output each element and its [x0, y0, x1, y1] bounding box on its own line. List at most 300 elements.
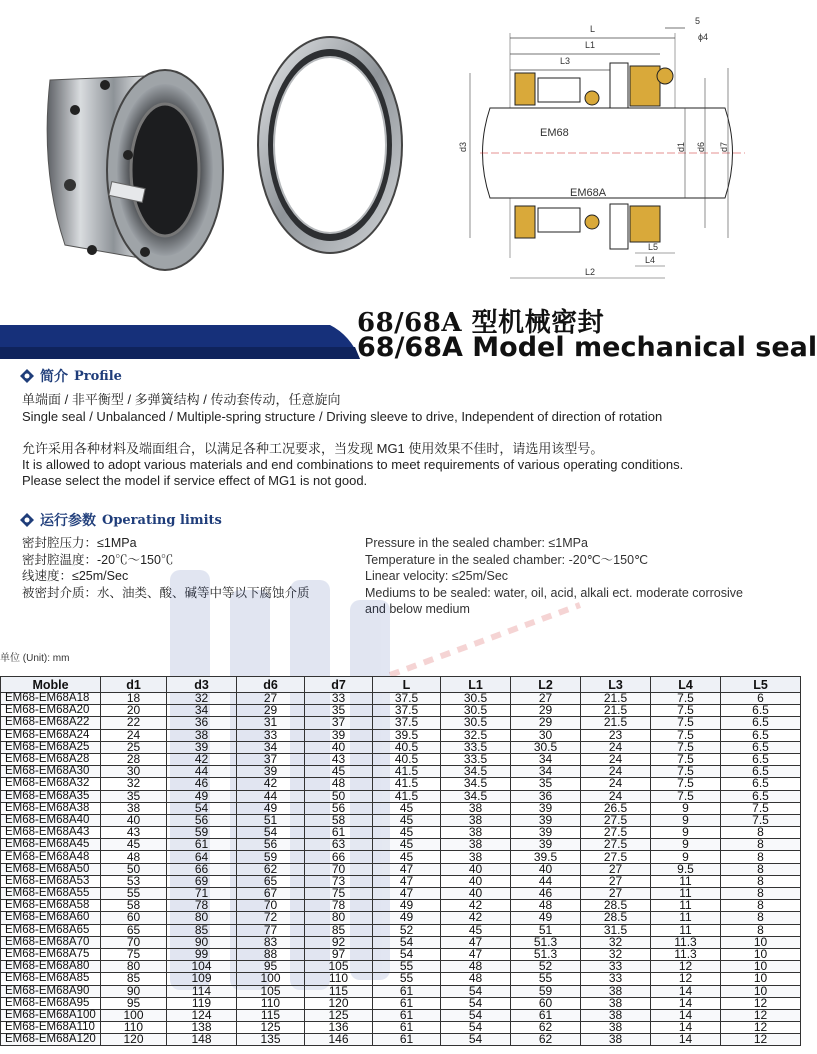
table-cell-l5: 8 — [721, 875, 801, 887]
table-cell-l1: 54 — [441, 1009, 511, 1021]
table-cell-l4: 9 — [651, 814, 721, 826]
svg-text:EM68A: EM68A — [570, 187, 607, 199]
svg-text:d3: d3 — [458, 141, 468, 152]
table-cell-l5: 10 — [721, 961, 801, 973]
table-cell-l4: 7.5 — [651, 766, 721, 778]
table-cell-l4: 9 — [651, 839, 721, 851]
svg-text:d6: d6 — [696, 141, 706, 152]
table-cell-l3: 28.5 — [581, 912, 651, 924]
table-cell-d6: 27 — [237, 693, 305, 705]
table-cell-d3: 99 — [167, 948, 237, 960]
table-cell-l3: 27 — [581, 863, 651, 875]
table-cell-l: 61 — [373, 985, 441, 997]
limit-mediums-cn: 被密封介质：水、油类、酸、碱等中等以下腐蚀介质 — [22, 585, 310, 600]
table-cell-l2: 59 — [511, 985, 581, 997]
table-cell-l: 54 — [373, 936, 441, 948]
table-cell-l: 55 — [373, 961, 441, 973]
svg-text:L5: L5 — [648, 242, 659, 252]
table-cell-l3: 32 — [581, 936, 651, 948]
profile-line1-cn: 单端面 / 非平衡型 / 多弹簧结构 / 传动套传动，任意旋向 — [22, 392, 341, 407]
table-cell-d7: 97 — [305, 948, 373, 960]
table-cell-d3: 38 — [167, 729, 237, 741]
table-cell-l5: 12 — [721, 997, 801, 1009]
table-cell-l: 47 — [373, 875, 441, 887]
table-cell-moble: EM68-EM68A38 — [1, 802, 101, 814]
table-cell-moble: EM68-EM68A60 — [1, 912, 101, 924]
table-cell-d7: 37 — [305, 717, 373, 729]
table-cell-d1: 20 — [101, 705, 167, 717]
table-cell-d7: 63 — [305, 839, 373, 851]
table-cell-d1: 38 — [101, 802, 167, 814]
table-cell-l4: 7.5 — [651, 705, 721, 717]
table-cell-d6: 100 — [237, 973, 305, 985]
table-cell-l: 41.5 — [373, 766, 441, 778]
table-cell-l5: 8 — [721, 912, 801, 924]
table-cell-d1: 43 — [101, 827, 167, 839]
table-cell-d1: 18 — [101, 693, 167, 705]
table-cell-l4: 9 — [651, 827, 721, 839]
table-cell-moble: EM68-EM68A18 — [1, 693, 101, 705]
table-cell-moble: EM68-EM68A22 — [1, 717, 101, 729]
table-cell-d7: 48 — [305, 778, 373, 790]
table-cell-d3: 119 — [167, 997, 237, 1009]
table-cell-l3: 27 — [581, 875, 651, 887]
table-cell-d3: 66 — [167, 863, 237, 875]
table-cell-moble: EM68-EM68A40 — [1, 814, 101, 826]
table-cell-d1: 40 — [101, 814, 167, 826]
profile-line2-en-b: Please select the model if service effect of MG1 is not good. — [22, 473, 368, 488]
table-cell-d3: 90 — [167, 936, 237, 948]
table-cell-d6: 125 — [237, 1022, 305, 1034]
table-cell-l1: 47 — [441, 948, 511, 960]
table-cell-l2: 48 — [511, 900, 581, 912]
table-cell-d1: 75 — [101, 948, 167, 960]
table-cell-l5: 12 — [721, 1034, 801, 1046]
table-cell-l2: 51.3 — [511, 936, 581, 948]
profile-line1-en: Single seal / Unbalanced / Multiple-spring structure / Driving sleeve to drive, Independent of direction of rotation — [22, 409, 663, 424]
table-cell-l3: 27.5 — [581, 839, 651, 851]
table-cell-l1: 42 — [441, 900, 511, 912]
table-cell-d6: 72 — [237, 912, 305, 924]
product-images — [0, 0, 800, 300]
table-cell-d6: 33 — [237, 729, 305, 741]
table-cell-l4: 14 — [651, 997, 721, 1009]
table-cell-l4: 7.5 — [651, 753, 721, 765]
svg-text:L1: L1 — [585, 40, 596, 50]
table-cell-l5: 6.5 — [721, 729, 801, 741]
table-cell-moble: EM68-EM68A80 — [1, 961, 101, 973]
table-cell-moble: EM68-EM68A110 — [1, 1022, 101, 1034]
table-cell-d6: 83 — [237, 936, 305, 948]
technical-drawing — [460, 8, 760, 293]
table-cell-l1: 54 — [441, 1022, 511, 1034]
table-cell-l: 49 — [373, 912, 441, 924]
table-cell-d3: 71 — [167, 888, 237, 900]
table-cell-l3: 32 — [581, 948, 651, 960]
table-cell-l5: 10 — [721, 936, 801, 948]
table-cell-l2: 36 — [511, 790, 581, 802]
table-cell-moble: EM68-EM68A100 — [1, 1009, 101, 1021]
svg-text:L: L — [590, 24, 596, 34]
table-cell-d1: 45 — [101, 839, 167, 851]
table-cell-moble: EM68-EM68A58 — [1, 900, 101, 912]
table-cell-d6: 39 — [237, 766, 305, 778]
table-cell-l2: 39 — [511, 814, 581, 826]
table-cell-l3: 27.5 — [581, 814, 651, 826]
table-cell-d3: 36 — [167, 717, 237, 729]
table-cell-moble: EM68-EM68A32 — [1, 778, 101, 790]
table-cell-d3: 114 — [167, 985, 237, 997]
table-cell-d7: 50 — [305, 790, 373, 802]
table-cell-d7: 146 — [305, 1034, 373, 1046]
table-cell-d3: 59 — [167, 827, 237, 839]
table-cell-d1: 22 — [101, 717, 167, 729]
table-cell-l5: 6.5 — [721, 705, 801, 717]
table-cell-l: 40.5 — [373, 741, 441, 753]
table-cell-l1: 47 — [441, 936, 511, 948]
table-cell-l2: 39 — [511, 839, 581, 851]
table-cell-l5: 8 — [721, 888, 801, 900]
table-cell-l3: 23 — [581, 729, 651, 741]
table-cell-l3: 38 — [581, 997, 651, 1009]
table-cell-l2: 51 — [511, 924, 581, 936]
table-cell-l4: 14 — [651, 1022, 721, 1034]
table-cell-l: 45 — [373, 814, 441, 826]
table-cell-l: 55 — [373, 973, 441, 985]
limit-pressure-cn: 密封腔压力：≤1MPa — [22, 536, 137, 550]
table-cell-l5: 6.5 — [721, 766, 801, 778]
table-cell-d7: 61 — [305, 827, 373, 839]
table-cell-d7: 120 — [305, 997, 373, 1009]
table-cell-l3: 38 — [581, 1022, 651, 1034]
table-cell-d7: 125 — [305, 1009, 373, 1021]
table-cell-d1: 90 — [101, 985, 167, 997]
table-cell-d6: 67 — [237, 888, 305, 900]
table-cell-l5: 6.5 — [721, 753, 801, 765]
table-cell-l2: 55 — [511, 973, 581, 985]
table-cell-l4: 9 — [651, 802, 721, 814]
table-cell-l3: 24 — [581, 741, 651, 753]
table-cell-l3: 27.5 — [581, 827, 651, 839]
table-cell-l5: 8 — [721, 863, 801, 875]
table-cell-d7: 40 — [305, 741, 373, 753]
table-cell-moble: EM68-EM68A90 — [1, 985, 101, 997]
table-cell-d1: 48 — [101, 851, 167, 863]
svg-text:L4: L4 — [645, 255, 656, 265]
table-cell-d7: 92 — [305, 936, 373, 948]
table-header-row — [1, 677, 801, 693]
table-cell-d6: 59 — [237, 851, 305, 863]
table-cell-l: 47 — [373, 888, 441, 900]
table-cell-d7: 43 — [305, 753, 373, 765]
table-cell-l2: 52 — [511, 961, 581, 973]
table-cell-d6: 105 — [237, 985, 305, 997]
table-cell-moble: EM68-EM68A75 — [1, 948, 101, 960]
table-cell-d7: 110 — [305, 973, 373, 985]
table-cell-moble: EM68-EM68A43 — [1, 827, 101, 839]
table-cell-d7: 56 — [305, 802, 373, 814]
table-cell-l5: 7.5 — [721, 802, 801, 814]
table-cell-d1: 30 — [101, 766, 167, 778]
table-cell-l4: 7.5 — [651, 693, 721, 705]
table-cell-l5: 8 — [721, 924, 801, 936]
table-cell-d3: 54 — [167, 802, 237, 814]
table-cell-l1: 38 — [441, 814, 511, 826]
table-cell-l4: 7.5 — [651, 778, 721, 790]
limit-temperature-cn: 密封腔温度：-20℃～150℃ — [22, 552, 174, 567]
table-cell-l4: 11 — [651, 900, 721, 912]
table-cell-d3: 46 — [167, 778, 237, 790]
table-cell-l1: 54 — [441, 1034, 511, 1046]
table-cell-l5: 10 — [721, 948, 801, 960]
table-cell-d6: 56 — [237, 839, 305, 851]
table-cell-d7: 35 — [305, 705, 373, 717]
limit-velocity-cn: 线速度：≤25m/Sec — [22, 569, 129, 583]
table-cell-d6: 110 — [237, 997, 305, 1009]
table-cell-d7: 70 — [305, 863, 373, 875]
table-cell-d6: 29 — [237, 705, 305, 717]
table-cell-l4: 7.5 — [651, 717, 721, 729]
table-cell-d1: 55 — [101, 888, 167, 900]
table-cell-l2: 60 — [511, 997, 581, 1009]
diamond-bullet-icon — [20, 369, 34, 383]
table-cell-d6: 115 — [237, 1009, 305, 1021]
table-cell-d6: 34 — [237, 741, 305, 753]
table-cell-l4: 7.5 — [651, 741, 721, 753]
table-cell-d6: 77 — [237, 924, 305, 936]
table-cell-l1: 48 — [441, 961, 511, 973]
table-cell-l1: 30.5 — [441, 693, 511, 705]
limits-heading-en: Operating limits — [102, 512, 222, 528]
table-cell-l: 41.5 — [373, 790, 441, 802]
table-cell-d1: 110 — [101, 1022, 167, 1034]
table-cell-l2: 39 — [511, 827, 581, 839]
table-cell-l5: 7.5 — [721, 814, 801, 826]
table-cell-l2: 51.3 — [511, 948, 581, 960]
table-cell-l4: 7.5 — [651, 729, 721, 741]
table-cell-moble: EM68-EM68A70 — [1, 936, 101, 948]
table-cell-l: 54 — [373, 948, 441, 960]
table-cell-l4: 11.3 — [651, 948, 721, 960]
table-cell-l2: 40 — [511, 863, 581, 875]
table-cell-l5: 8 — [721, 900, 801, 912]
table-cell-l3: 31.5 — [581, 924, 651, 936]
table-row — [1, 1034, 801, 1046]
table-cell-l1: 38 — [441, 802, 511, 814]
table-cell-l4: 11 — [651, 912, 721, 924]
column-header-l: L — [373, 677, 441, 693]
table-cell-l1: 30.5 — [441, 717, 511, 729]
table-cell-l: 40.5 — [373, 753, 441, 765]
table-cell-l3: 27 — [581, 888, 651, 900]
limit-temperature-en: Temperature in the sealed chamber: -20℃～150℃ — [365, 552, 649, 567]
limit-mediums-en-cont: and below medium — [365, 602, 470, 616]
table-cell-d6: 31 — [237, 717, 305, 729]
column-header-moble: Moble — [1, 677, 101, 693]
table-cell-moble: EM68-EM68A55 — [1, 888, 101, 900]
table-cell-l4: 12 — [651, 961, 721, 973]
svg-text:ϕ4: ϕ4 — [698, 32, 709, 42]
table-cell-d3: 124 — [167, 1009, 237, 1021]
table-cell-l1: 40 — [441, 863, 511, 875]
table-cell-l1: 33.5 — [441, 753, 511, 765]
table-cell-l2: 46 — [511, 888, 581, 900]
table-cell-l3: 26.5 — [581, 802, 651, 814]
table-cell-l: 52 — [373, 924, 441, 936]
table-cell-l4: 9.5 — [651, 863, 721, 875]
table-cell-l1: 33.5 — [441, 741, 511, 753]
table-cell-l4: 14 — [651, 1034, 721, 1046]
table-cell-l2: 44 — [511, 875, 581, 887]
table-cell-d3: 56 — [167, 814, 237, 826]
table-cell-d3: 34 — [167, 705, 237, 717]
table-cell-d3: 148 — [167, 1034, 237, 1046]
table-cell-d6: 135 — [237, 1034, 305, 1046]
column-header-l4: L4 — [651, 677, 721, 693]
table-cell-l4: 11 — [651, 924, 721, 936]
table-cell-moble: EM68-EM68A28 — [1, 753, 101, 765]
table-cell-d1: 60 — [101, 912, 167, 924]
table-cell-d7: 66 — [305, 851, 373, 863]
column-header-l1: L1 — [441, 677, 511, 693]
table-cell-d6: 54 — [237, 827, 305, 839]
table-cell-d1: 85 — [101, 973, 167, 985]
table-cell-d3: 44 — [167, 766, 237, 778]
table-cell-d7: 136 — [305, 1022, 373, 1034]
limits-list-cn — [22, 535, 310, 601]
table-cell-l4: 14 — [651, 1009, 721, 1021]
table-cell-l3: 33 — [581, 973, 651, 985]
table-cell-d6: 37 — [237, 753, 305, 765]
table-cell-l5: 10 — [721, 973, 801, 985]
table-cell-d6: 44 — [237, 790, 305, 802]
table-cell-l2: 35 — [511, 778, 581, 790]
column-header-d1: d1 — [101, 677, 167, 693]
table-cell-l4: 11 — [651, 875, 721, 887]
table-cell-l2: 29 — [511, 705, 581, 717]
profile-line2-cn: 允许采用各种材料及端面组合，以满足各种工况要求，当发现 MG1 使用效果不佳时，请选用该型号。 — [22, 441, 604, 456]
table-cell-l: 37.5 — [373, 717, 441, 729]
column-header-l5: L5 — [721, 677, 801, 693]
table-cell-d6: 95 — [237, 961, 305, 973]
table-cell-l3: 38 — [581, 1009, 651, 1021]
table-cell-d3: 85 — [167, 924, 237, 936]
limits-heading-cn: 运行参数 — [40, 512, 96, 528]
table-cell-l5: 10 — [721, 985, 801, 997]
table-cell-l1: 32.5 — [441, 729, 511, 741]
table-cell-d6: 70 — [237, 900, 305, 912]
svg-text:5: 5 — [695, 16, 701, 26]
table-cell-l3: 27.5 — [581, 851, 651, 863]
column-header-d6: d6 — [237, 677, 305, 693]
limit-pressure-en: Pressure in the sealed chamber: ≤1MPa — [365, 536, 588, 550]
table-cell-l2: 34 — [511, 766, 581, 778]
column-header-d7: d7 — [305, 677, 373, 693]
table-cell-d1: 70 — [101, 936, 167, 948]
limits-list-en — [365, 535, 743, 618]
table-cell-l1: 34.5 — [441, 766, 511, 778]
table-cell-l4: 11 — [651, 888, 721, 900]
table-cell-moble: EM68-EM68A30 — [1, 766, 101, 778]
svg-text:L3: L3 — [560, 56, 571, 66]
table-cell-d1: 100 — [101, 1009, 167, 1021]
table-cell-l2: 62 — [511, 1022, 581, 1034]
table-cell-l4: 11.3 — [651, 936, 721, 948]
table-cell-moble: EM68-EM68A65 — [1, 924, 101, 936]
table-cell-l5: 6.5 — [721, 717, 801, 729]
table-cell-moble: EM68-EM68A85 — [1, 973, 101, 985]
table-cell-l: 61 — [373, 1009, 441, 1021]
table-cell-l4: 14 — [651, 985, 721, 997]
table-cell-moble: EM68-EM68A48 — [1, 851, 101, 863]
column-header-l2: L2 — [511, 677, 581, 693]
table-cell-l1: 40 — [441, 875, 511, 887]
table-cell-d3: 42 — [167, 753, 237, 765]
table-cell-d6: 88 — [237, 948, 305, 960]
table-cell-l2: 30 — [511, 729, 581, 741]
table-cell-d1: 24 — [101, 729, 167, 741]
page-title-en: 68/68A Model mechanical seal — [357, 332, 817, 363]
table-cell-d7: 39 — [305, 729, 373, 741]
table-cell-d3: 104 — [167, 961, 237, 973]
table-cell-l5: 6.5 — [721, 778, 801, 790]
table-cell-d1: 95 — [101, 997, 167, 1009]
table-cell-l3: 24 — [581, 778, 651, 790]
table-cell-l3: 21.5 — [581, 693, 651, 705]
table-cell-l3: 38 — [581, 985, 651, 997]
table-cell-l1: 54 — [441, 985, 511, 997]
svg-text:d7: d7 — [719, 141, 729, 152]
table-cell-l: 45 — [373, 839, 441, 851]
limit-velocity-en: Linear velocity: ≤25m/Sec — [365, 569, 509, 583]
table-cell-d7: 105 — [305, 961, 373, 973]
table-cell-d1: 25 — [101, 741, 167, 753]
table-cell-l1: 42 — [441, 912, 511, 924]
table-cell-l3: 33 — [581, 961, 651, 973]
table-cell-l2: 34 — [511, 753, 581, 765]
table-cell-l2: 61 — [511, 1009, 581, 1021]
table-cell-l5: 6 — [721, 693, 801, 705]
table-cell-l1: 45 — [441, 924, 511, 936]
table-cell-moble: EM68-EM68A25 — [1, 741, 101, 753]
table-cell-moble: EM68-EM68A35 — [1, 790, 101, 802]
table-cell-d1: 53 — [101, 875, 167, 887]
table-cell-d7: 75 — [305, 888, 373, 900]
table-cell-l3: 24 — [581, 753, 651, 765]
table-cell-l5: 8 — [721, 851, 801, 863]
table-cell-l5: 12 — [721, 1022, 801, 1034]
table-cell-l2: 27 — [511, 693, 581, 705]
profile-heading — [20, 366, 122, 386]
table-cell-l2: 62 — [511, 1034, 581, 1046]
table-cell-moble: EM68-EM68A120 — [1, 1034, 101, 1046]
table-cell-moble: EM68-EM68A20 — [1, 705, 101, 717]
table-cell-l: 49 — [373, 900, 441, 912]
profile-line2-en-a: It is allowed to adopt various materials and end combinations to meet requirements of various operating conditions. — [22, 457, 684, 472]
table-cell-l: 61 — [373, 1034, 441, 1046]
limits-heading — [20, 510, 222, 530]
table-cell-d7: 33 — [305, 693, 373, 705]
table-cell-d3: 64 — [167, 851, 237, 863]
table-cell-d1: 120 — [101, 1034, 167, 1046]
unit-label: 单位 (Unit): mm — [0, 653, 70, 664]
table-cell-l2: 39.5 — [511, 851, 581, 863]
table-cell-l: 45 — [373, 802, 441, 814]
table-cell-l1: 48 — [441, 973, 511, 985]
table-cell-l4: 7.5 — [651, 790, 721, 802]
table-cell-l3: 24 — [581, 790, 651, 802]
table-cell-l4: 9 — [651, 851, 721, 863]
